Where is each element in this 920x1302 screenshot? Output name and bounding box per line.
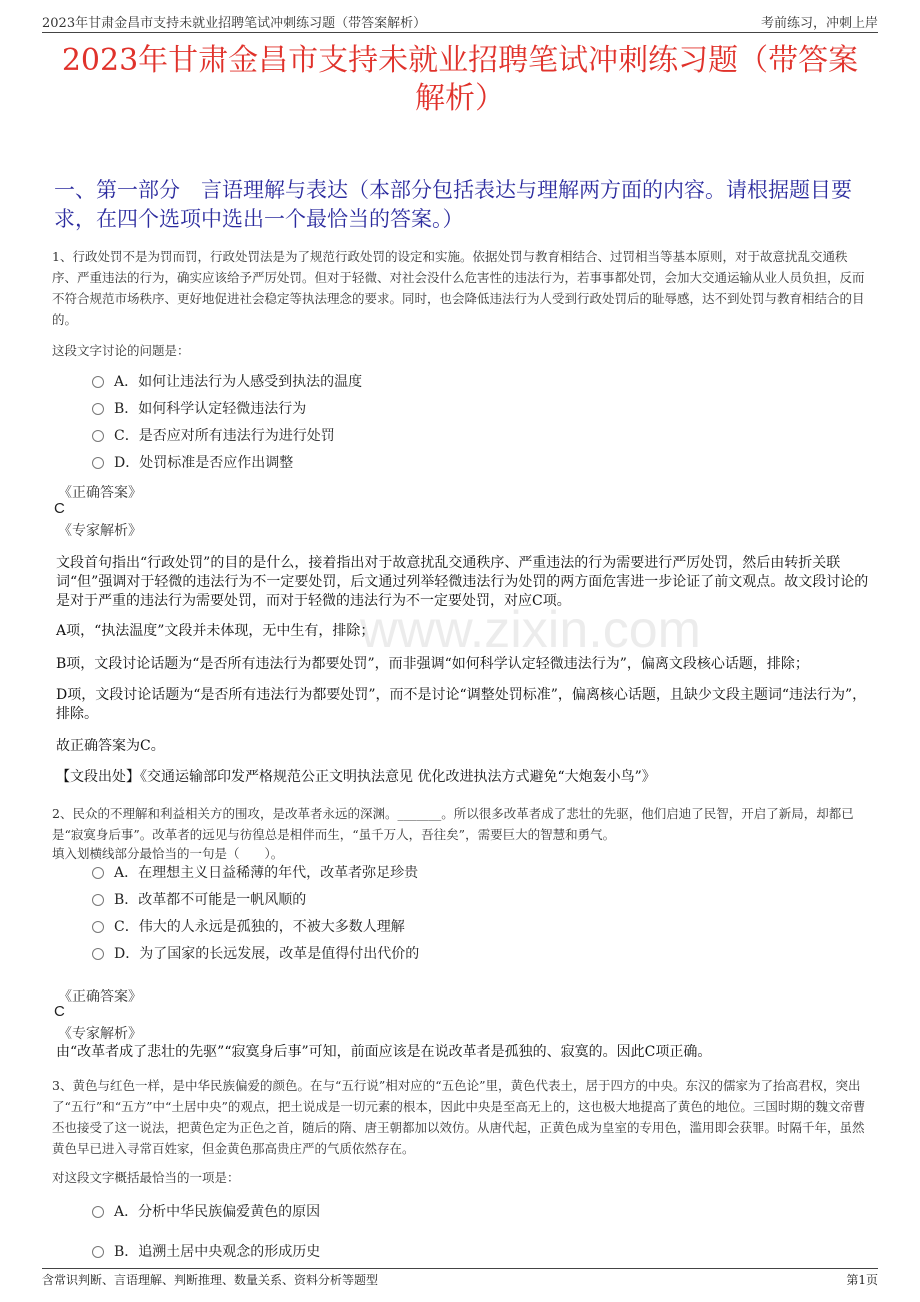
q3-option-b[interactable]: B．追溯土居中央观念的形成历史 bbox=[92, 1242, 320, 1262]
page-header bbox=[42, 12, 878, 33]
q1-analysis-para-1: 文段首句指出“行政处罚”的目的是什么，接着指出对于故意扰乱交通秩序、严重违法的行为需要进行严厉处罚，然后由转折关联词“但”强调对于轻微的违法行为不一定要处罚，后文通过列举轻微违法行为处罚的两方面危害进一步论证了前文观点。故文段讨论的是对于严重的违法行为需要处罚，而对于轻微的违法行为不一定要处罚，对应C项。 bbox=[56, 555, 869, 609]
watermark: www.zixin.com bbox=[360, 601, 701, 659]
q1-answer-label: 《正确答案》 bbox=[58, 485, 142, 501]
radio-icon[interactable] bbox=[92, 1246, 104, 1258]
q2-analysis-label: 《专家解析》 bbox=[58, 1026, 142, 1042]
q1-analysis-para-5: 故正确答案为C。 bbox=[56, 738, 165, 754]
header-title: 2023年甘肃金昌市支持未就业招聘笔试冲刺练习题（带答案解析） bbox=[42, 16, 427, 31]
q1-option-a[interactable]: A．如何让违法行为人感受到执法的温度 bbox=[92, 372, 362, 392]
page-footer bbox=[42, 1268, 878, 1288]
radio-icon[interactable] bbox=[92, 894, 104, 906]
q1-option-c[interactable]: C．是否应对所有违法行为进行处罚 bbox=[92, 426, 335, 446]
q1-answer: C bbox=[54, 500, 65, 517]
radio-icon[interactable] bbox=[92, 403, 104, 415]
q1-option-b[interactable]: B．如何科学认定轻微违法行为 bbox=[92, 399, 306, 419]
page-number: 第1页 bbox=[846, 1273, 878, 1287]
question-1-text: 1、行政处罚不是为罚而罚，行政处罚法是为了规范行政处罚的设定和实施。依据处罚与教育相结合、过罚相当等基本原则，对于故意扰乱交通秩序、严重违法的行为，确实应该给予严厉处罚。但对于轻微、对社会没什么危害性的违法行为，若事事都处罚，会加大交通运输从业人员负担，反而不符合规范市场秩序、更好地促进社会稳定等执法理念的要求。同时，也会降低违法行为人受到行政处罚后的耻辱感，达不到处罚与教育相结合的目的。 bbox=[52, 249, 865, 327]
q1-analysis-label: 《专家解析》 bbox=[58, 523, 142, 539]
radio-icon[interactable] bbox=[92, 457, 104, 469]
q1-analysis-para-2: A项，“执法温度”文段并未体现，无中生有，排除； bbox=[56, 623, 375, 639]
question-3-prompt: 对这段文字概括最恰当的一项是： bbox=[52, 1170, 240, 1185]
q2-answer-label: 《正确答案》 bbox=[58, 989, 142, 1005]
radio-icon[interactable] bbox=[92, 921, 104, 933]
radio-icon[interactable] bbox=[92, 867, 104, 879]
q1-analysis-para-4: D项，文段讨论话题为“是否所有违法行为都要处罚”，而不是讨论“调整处罚标准”，偏离核心话题，且缺少文段主题词“违法行为”，排除。 bbox=[56, 687, 867, 722]
q2-option-b[interactable]: B．改革都不可能是一帆风顺的 bbox=[92, 890, 306, 910]
radio-icon[interactable] bbox=[92, 430, 104, 442]
page-title: 2023年甘肃金昌市支持未就业招聘笔试冲刺练习题（带答案解析） bbox=[61, 43, 859, 116]
question-3-text: 3、黄色与红色一样，是中华民族偏爱的颜色。在与“五行说”相对应的“五色论”里，黄色代表土，居于四方的中央。东汉的儒家为了抬高君权，突出了“五行”和“五方”中“土居中央”的观点，把土说成是一切元素的根本，因此中央是至高无上的，这也极大地提高了黄色的地位。三国时期的魏文帝曹丕也接受了这一说法，把黄色定为正色之首，随后的隋、唐王朝都加以效仿。从唐代起，正黄色成为皇室的专用色，滥用即会获罪。时隔千年，虽然黄色早已进入寻常百姓家，但金黄色那高贵庄严的气质依然存在。 bbox=[52, 1078, 866, 1156]
footer-text: 含常识判断、言语理解、判断推理、数量关系、资料分析等题型 bbox=[42, 1273, 379, 1287]
question-1-prompt: 这段文字讨论的问题是： bbox=[52, 343, 190, 358]
radio-icon[interactable] bbox=[92, 1206, 104, 1218]
q3-option-a[interactable]: A．分析中华民族偏爱黄色的原因 bbox=[92, 1202, 320, 1222]
q2-analysis: 由“改革者成了悲壮的先驱”“寂寞身后事”可知，前面应该是在说改革者是孤独的、寂寞的。因此C项正确。 bbox=[56, 1044, 712, 1060]
radio-icon[interactable] bbox=[92, 376, 104, 388]
q1-source: 【文段出处】《交通运输部印发严格规范公正文明执法意见 优化改进执法方式避免“大炮轰小鸟”》 bbox=[56, 769, 656, 785]
q2-option-d[interactable]: D．为了国家的长远发展，改革是值得付出代价的 bbox=[92, 944, 419, 964]
q2-answer: C bbox=[54, 1003, 65, 1020]
q2-option-a[interactable]: A．在理想主义日益稀薄的年代，改革者弥足珍贵 bbox=[92, 863, 418, 883]
question-2-text: 2、民众的不理解和利益相关方的围攻，是改革者永远的深渊。_______。所以很多改革者成了悲壮的先驱，他们启迪了民智，开启了新局，却都已是“寂寞身后事”。改革者的远见与彷徨总是相伴而生，“虽千万人，吾往矣”，需要巨大的智慧和勇气。 bbox=[52, 806, 854, 842]
header-slogan: 考前练习，冲刺上岸 bbox=[760, 16, 878, 31]
question-2-prompt: 填入划横线部分最恰当的一句是（ ）。 bbox=[52, 846, 284, 861]
q1-option-d[interactable]: D．处罚标准是否应作出调整 bbox=[92, 453, 293, 473]
q2-option-c[interactable]: C．伟大的人永远是孤独的，不被大多数人理解 bbox=[92, 917, 405, 937]
q1-analysis-para-3: B项，文段讨论话题为“是否所有违法行为都要处罚”，而非强调“如何科学认定轻微违法行为”，偏离文段核心话题，排除； bbox=[56, 656, 809, 672]
radio-icon[interactable] bbox=[92, 948, 104, 960]
section-heading: 一、第一部分 言语理解与表达（本部分包括表达与理解两方面的内容。请根据题目要求，在四个选项中选出一个最恰当的答案。） bbox=[54, 178, 852, 231]
